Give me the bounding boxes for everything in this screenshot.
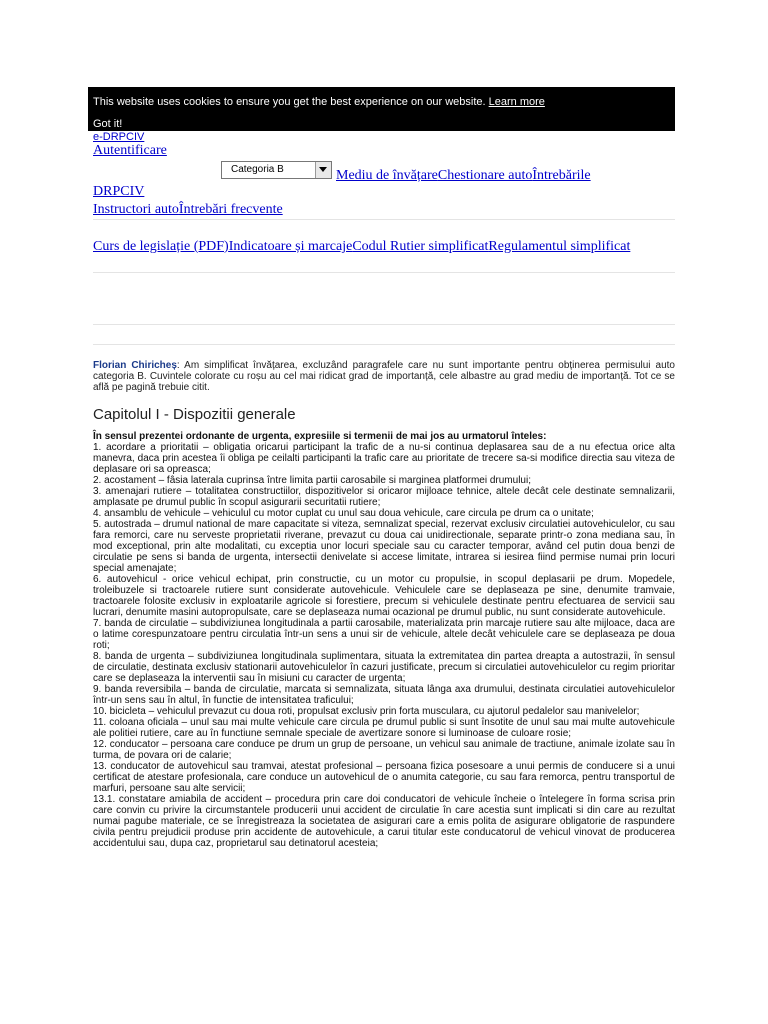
divider [93,344,675,345]
definition-item: 8. banda de urgenta – subdiviziunea longitudinala suplimentara, situata la extremitatea din partea dreapta a autostrazii, în sensul de circulatie, destinata exclusiv stationarii autovehiculelor în cazuri justificate, precum si circulatiei autovehiculelor cu regim prioritar care se deplaseaza la interventii sau în misiuni cu caracter de urgenta; [93,651,675,684]
definition-item: 6. autovehicul - orice vehicul echipat, prin constructie, cu un motor cu propulsie, in scopul deplasarii pe drum. Mopedele, troleibuzele si tractoarele rutiere sunt considerate autovehicule. Vehiculele care se deplaseaza pe sine, denumite tramvaie, tractoarele folosite exclusiv in exploatarile agricole si forestiere, precum si vehiculele destinate pentru efectuarea de servicii sau lucrari, denumite masini autopropulsate, care se deplaseaza numai ocazional pe drumul public, nu sunt considerate autovehicule. [93,574,675,618]
category-select[interactable] [221,161,332,179]
intro-text: : Am simplificat învățarea, excluzând paragrafele care nu sunt importante pentru obținerea permisului auto categoria B. Cuvintele colorate cu roșu au cel mai ridicat grad de importanță, cele albastre au grad mediu de importanță. Tot ce se află pe pagină trebuie citit. [93,360,675,393]
divider [93,324,675,325]
chevron-down-icon[interactable] [315,162,331,178]
nav-instructori[interactable]: Instructori auto [93,202,179,217]
nav-top [336,168,591,184]
nav-intrebari[interactable]: Întrebările [532,168,591,183]
intro-author: Florian Chiricheș [93,360,177,371]
nav-indicatoare[interactable]: Indicatoare și marcaje [228,239,353,254]
nav-faq[interactable]: Întrebări frecvente [178,202,283,217]
nav-mediu[interactable]: Mediu de învățare [336,168,438,183]
definition-item: 2. acostament – fâsia laterala cuprinsa între limita partii carosabile si marginea platformei drumului; [93,475,531,486]
nav-intrebari-drpciv[interactable]: DRPCIV [93,184,145,199]
brand-link[interactable]: e-DRPCIV [93,131,145,143]
nav-chestionare[interactable]: Chestionare auto [437,168,533,183]
divider [93,219,675,220]
definition-item: 13. conducator de autovehicul sau tramvai, atestat profesional – persoana fizica posesoare a unui permis de conducere si a unui certificat de atestare profesionala, care conduce un autovehicul de o anumita categorie, cu sau fara remorca, pentru transportul de marfuri, persoane sau alte servicii; [93,761,675,794]
nav-second [93,202,283,218]
nav-regulament[interactable]: Regulamentul simplificat [488,239,631,254]
cookie-text: This website uses cookies to ensure you get the best experience on our website. [93,96,486,108]
category-select-value: Categoria B [231,164,284,175]
nav-third [93,238,653,255]
definition-item: 9. banda reversibila – banda de circulatie, marcata si semnalizata, situata lânga axa drumului, destinata circulatiei autovehiculelor într-un sens sau în altul, în functie de intensitatea traficului; [93,684,675,706]
definition-item: 4. ansamblu de vehicule – vehiculul cu motor cuplat cu unul sau doua vehicule, care circula pe drum ca o unitate; [93,508,594,519]
definition-item: 12. conducator – persoana care conduce pe drum un grup de persoane, un vehicul sau animale de tractiune, animale izolate sau în turma, de povara ori de calarie; [93,739,675,761]
auth-link[interactable]: Autentificare [93,143,167,158]
definition-item: 13.1. constatare amiabila de accident – procedura prin care doi conducatori de vehicule încheie o întelegere în forma scrisa prin care convin cu privire la circumstantele producerii unui accident de circulatie în care acestia sunt implicati si din care au rezultat numai pagube materiale, ce se înregistreaza la societatea de asigurari care a emis polita de asigurare obligatorie de raspundere civila pentru prejudicii produse prin accidente de autovehicule, a carui titular este conducatorul de vehicul vinovat de producerea accidentului sau, dupa caz, proprietarul sau detinatorul acesteia; [93,794,675,849]
chapter-title: Capitolul I - Dispozitii generale [93,406,296,423]
definition-item: 5. autostrada – drumul national de mare capacitate si viteza, semnalizat special, rezervat exclusiv circulatiei autovehiculelor, cu sau fara remorci, care nu serveste proprietatii riverane, prevazut cu doua cai unidirectionale, separate printr-o zona mediana sau, în mod exceptional, prin alte modalitati, cu exceptia unor locuri speciale sau cu caracter temporar, având cel putin doua benzi de circulatie pe sens si banda de urgenta, intersectii denivelate si accese limitate, intrarea si iesirea fiind permise numai prin locuri special amenajate; [93,519,675,574]
divider [93,272,675,273]
definition-item: 1. acordare a prioritatii – obligatia oricarui participant la trafic de a nu-si continua deplasarea sau de a nu efectua orice alta manevra, daca prin acestea îi obliga pe ceilalti participanti la trafic care au prioritate de trecere sa-si modifice directia sau viteza de deplasare ori sa opreasca; [93,442,675,475]
got-it-button[interactable]: Got it! [93,118,123,130]
cookie-banner [88,87,675,131]
intro-note [93,360,675,393]
definition-item: 3. amenajari rutiere – totalitatea constructiilor, dispozitivelor si oricaror mijloace tehnice, altele decât cele destinate semnalizarii, amplasate pe drumul public în scopul asigurarii securitatii rutiere; [93,486,675,508]
definition-item: 11. coloana oficiala – unul sau mai multe vehicule care circula pe drumul public si sunt însotite de unul sau mai multe autovehicule ale politiei rutiere, care au în functiune semnale speciale de avertizare sonore si luminoase de culoare rosie; [93,717,675,739]
chapter-content [93,431,675,849]
definition-item: 10. bicicleta – vehiculul prevazut cu doua roti, propulsat exclusiv prin forta musculara, cu ajutorul pedalelor sau manivelelor; [93,706,640,717]
nav-curs-pdf[interactable]: Curs de legislație (PDF) [93,239,229,254]
definition-item: 7. banda de circulatie – subdiviziunea longitudinala a partii carosabile, materializata prin marcaje rutiere sau alte mijloace, daca are o latime corespunzatoare pentru circulatia într-un sens a unui sir de vehicule, altele decât vehiculele care se deplaseaza pe doua roti; [93,618,675,651]
nav-codul-rutier[interactable]: Codul Rutier simplificat [352,239,489,254]
cookie-message [93,96,545,108]
learn-more-link[interactable]: Learn more [488,96,545,108]
chapter-lead: În sensul prezentei ordonante de urgenta, expresiile si termenii de mai jos au urmatorul înteles: [93,431,547,442]
